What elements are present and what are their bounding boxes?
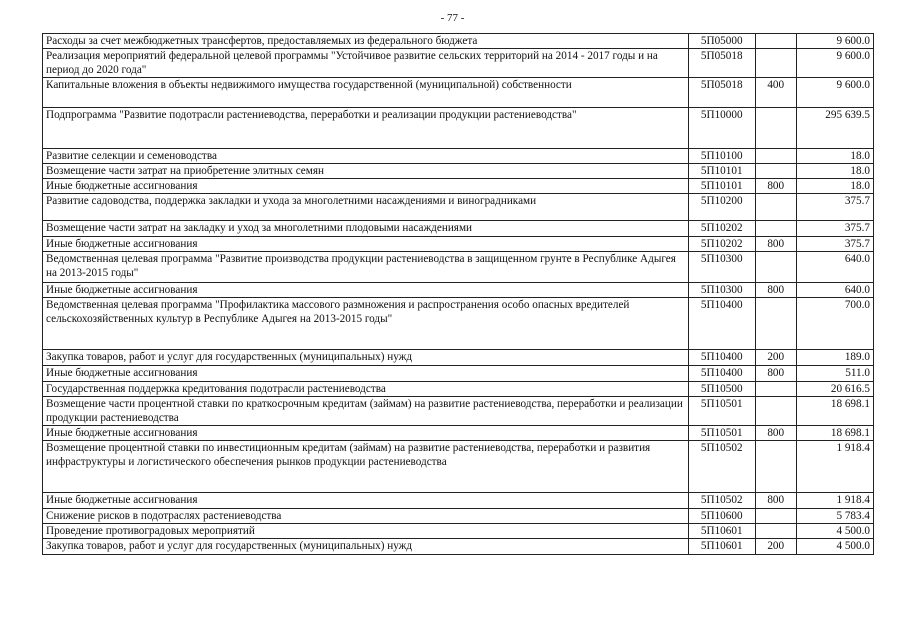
row-vr-cell: 200 (755, 539, 796, 555)
row-name-cell: Развитие селекции и семеноводства (43, 149, 689, 164)
row-vr-cell: 800 (755, 426, 796, 441)
row-code-cell: 5П10300 (688, 283, 755, 298)
row-code-cell: 5П10601 (688, 524, 755, 539)
row-vr-cell: 800 (755, 366, 796, 382)
row-name-cell: Капитальные вложения в объекты недвижимого имущества государственной (муниципальной) собственности (43, 78, 689, 108)
row-code-cell: 5П10202 (688, 237, 755, 252)
table-row (43, 493, 874, 509)
row-code-cell: 5П05018 (688, 78, 755, 108)
row-name-cell: Подпрограмма "Развитие подотрасли растениеводства, переработки и реализации продукции растениеводства" (43, 108, 689, 149)
row-amount-cell: 18 698.1 (796, 397, 873, 426)
row-code-cell: 5П10202 (688, 221, 755, 237)
table-row (43, 366, 874, 382)
table-row (43, 539, 874, 555)
row-name-cell: Расходы за счет межбюджетных трансфертов, предоставляемых из федерального бюджета (43, 34, 689, 49)
row-vr-cell (755, 382, 796, 397)
row-name-cell: Иные бюджетные ассигнования (43, 426, 689, 441)
row-code-cell: 5П10501 (688, 397, 755, 426)
row-name-cell: Проведение противоградовых мероприятий (43, 524, 689, 539)
row-name-cell: Возмещение части затрат на приобретение элитных семян (43, 164, 689, 179)
table-row (43, 509, 874, 524)
budget-table-body (43, 34, 874, 555)
row-code-cell: 5П10300 (688, 252, 755, 283)
row-amount-cell: 20 616.5 (796, 382, 873, 397)
table-row (43, 221, 874, 237)
row-amount-cell: 1 918.4 (796, 441, 873, 493)
row-name-cell: Возмещение части затрат на закладку и уход за многолетними плодовыми насаждениями (43, 221, 689, 237)
table-row (43, 78, 874, 108)
row-amount-cell: 189.0 (796, 350, 873, 366)
table-row (43, 237, 874, 252)
row-amount-cell: 375.7 (796, 221, 873, 237)
table-row (43, 426, 874, 441)
row-vr-cell (755, 298, 796, 350)
row-amount-cell: 18.0 (796, 164, 873, 179)
table-row (43, 179, 874, 194)
row-code-cell: 5П10101 (688, 179, 755, 194)
row-amount-cell: 9 600.0 (796, 49, 873, 78)
row-vr-cell: 800 (755, 283, 796, 298)
table-row (43, 283, 874, 298)
row-amount-cell: 9 600.0 (796, 78, 873, 108)
row-amount-cell: 375.7 (796, 237, 873, 252)
row-amount-cell: 18.0 (796, 179, 873, 194)
row-amount-cell: 18.0 (796, 149, 873, 164)
row-code-cell: 5П10000 (688, 108, 755, 149)
table-row (43, 49, 874, 78)
row-vr-cell (755, 164, 796, 179)
table-row (43, 298, 874, 350)
row-name-cell: Ведомственная целевая программа "Развитие производства продукции растениеводства в защищенном грунте в Республике Адыгея на 2013-2015 годы" (43, 252, 689, 283)
row-name-cell: Иные бюджетные ассигнования (43, 179, 689, 194)
table-row (43, 164, 874, 179)
row-code-cell: 5П10400 (688, 350, 755, 366)
row-name-cell: Иные бюджетные ассигнования (43, 493, 689, 509)
row-code-cell: 5П10101 (688, 164, 755, 179)
row-vr-cell (755, 509, 796, 524)
row-code-cell: 5П10400 (688, 298, 755, 350)
row-vr-cell (755, 34, 796, 49)
row-vr-cell (755, 149, 796, 164)
row-vr-cell (755, 194, 796, 221)
row-code-cell: 5П10502 (688, 493, 755, 509)
table-row (43, 350, 874, 366)
row-name-cell: Иные бюджетные ассигнования (43, 283, 689, 298)
row-name-cell: Закупка товаров, работ и услуг для государственных (муниципальных) нужд (43, 350, 689, 366)
row-name-cell: Возмещение части процентной ставки по краткосрочным кредитам (займам) на развитие растениеводства, переработки и реализации продукции растениеводства (43, 397, 689, 426)
row-amount-cell: 9 600.0 (796, 34, 873, 49)
row-name-cell: Возмещение процентной ставки по инвестиционным кредитам (займам) на развитие растениеводства, переработки и развития инфраструктуры и логистического обеспечения рынков продукции растениеводства (43, 441, 689, 493)
row-code-cell: 5П10501 (688, 426, 755, 441)
row-amount-cell: 511.0 (796, 366, 873, 382)
row-code-cell: 5П10601 (688, 539, 755, 555)
row-vr-cell (755, 397, 796, 426)
row-amount-cell: 375.7 (796, 194, 873, 221)
row-vr-cell: 800 (755, 237, 796, 252)
table-row (43, 34, 874, 49)
row-code-cell: 5П10200 (688, 194, 755, 221)
row-vr-cell: 800 (755, 493, 796, 509)
row-vr-cell: 800 (755, 179, 796, 194)
row-name-cell: Государственная поддержка кредитования подотрасли растениеводства (43, 382, 689, 397)
row-amount-cell: 640.0 (796, 252, 873, 283)
row-vr-cell (755, 524, 796, 539)
row-amount-cell: 5 783.4 (796, 509, 873, 524)
row-vr-cell: 200 (755, 350, 796, 366)
row-amount-cell: 640.0 (796, 283, 873, 298)
row-code-cell: 5П05000 (688, 34, 755, 49)
row-vr-cell (755, 441, 796, 493)
row-code-cell: 5П10500 (688, 382, 755, 397)
table-row (43, 252, 874, 283)
row-amount-cell: 18 698.1 (796, 426, 873, 441)
row-amount-cell: 1 918.4 (796, 493, 873, 509)
row-amount-cell: 700.0 (796, 298, 873, 350)
row-vr-cell: 400 (755, 78, 796, 108)
row-code-cell: 5П10100 (688, 149, 755, 164)
row-name-cell: Развитие садоводства, поддержка закладки и ухода за многолетними насаждениями и виноградниками (43, 194, 689, 221)
table-row (43, 441, 874, 493)
table-row (43, 108, 874, 149)
row-amount-cell: 4 500.0 (796, 539, 873, 555)
table-row (43, 397, 874, 426)
table-row (43, 382, 874, 397)
row-vr-cell (755, 221, 796, 237)
row-code-cell: 5П10502 (688, 441, 755, 493)
table-row (43, 524, 874, 539)
budget-table (42, 33, 874, 555)
row-name-cell: Закупка товаров, работ и услуг для государственных (муниципальных) нужд (43, 539, 689, 555)
table-row (43, 149, 874, 164)
row-name-cell: Иные бюджетные ассигнования (43, 237, 689, 252)
row-amount-cell: 4 500.0 (796, 524, 873, 539)
row-vr-cell (755, 49, 796, 78)
row-code-cell: 5П10600 (688, 509, 755, 524)
table-row (43, 194, 874, 221)
page-number: - 77 - (440, 12, 465, 24)
row-name-cell: Ведомственная целевая программа "Профилактика массового размножения и распространения особо опасных вредителей сельскохозяйственных культур в Республике Адыгея на 2013-2015 годы" (43, 298, 689, 350)
row-code-cell: 5П05018 (688, 49, 755, 78)
row-vr-cell (755, 108, 796, 149)
row-amount-cell: 295 639.5 (796, 108, 873, 149)
row-name-cell: Снижение рисков в подотраслях растениеводства (43, 509, 689, 524)
row-vr-cell (755, 252, 796, 283)
row-name-cell: Реализация мероприятий федеральной целевой программы "Устойчивое развитие сельских территорий на 2014 - 2017 годы и на период до 2020 года" (43, 49, 689, 78)
row-name-cell: Иные бюджетные ассигнования (43, 366, 689, 382)
row-code-cell: 5П10400 (688, 366, 755, 382)
